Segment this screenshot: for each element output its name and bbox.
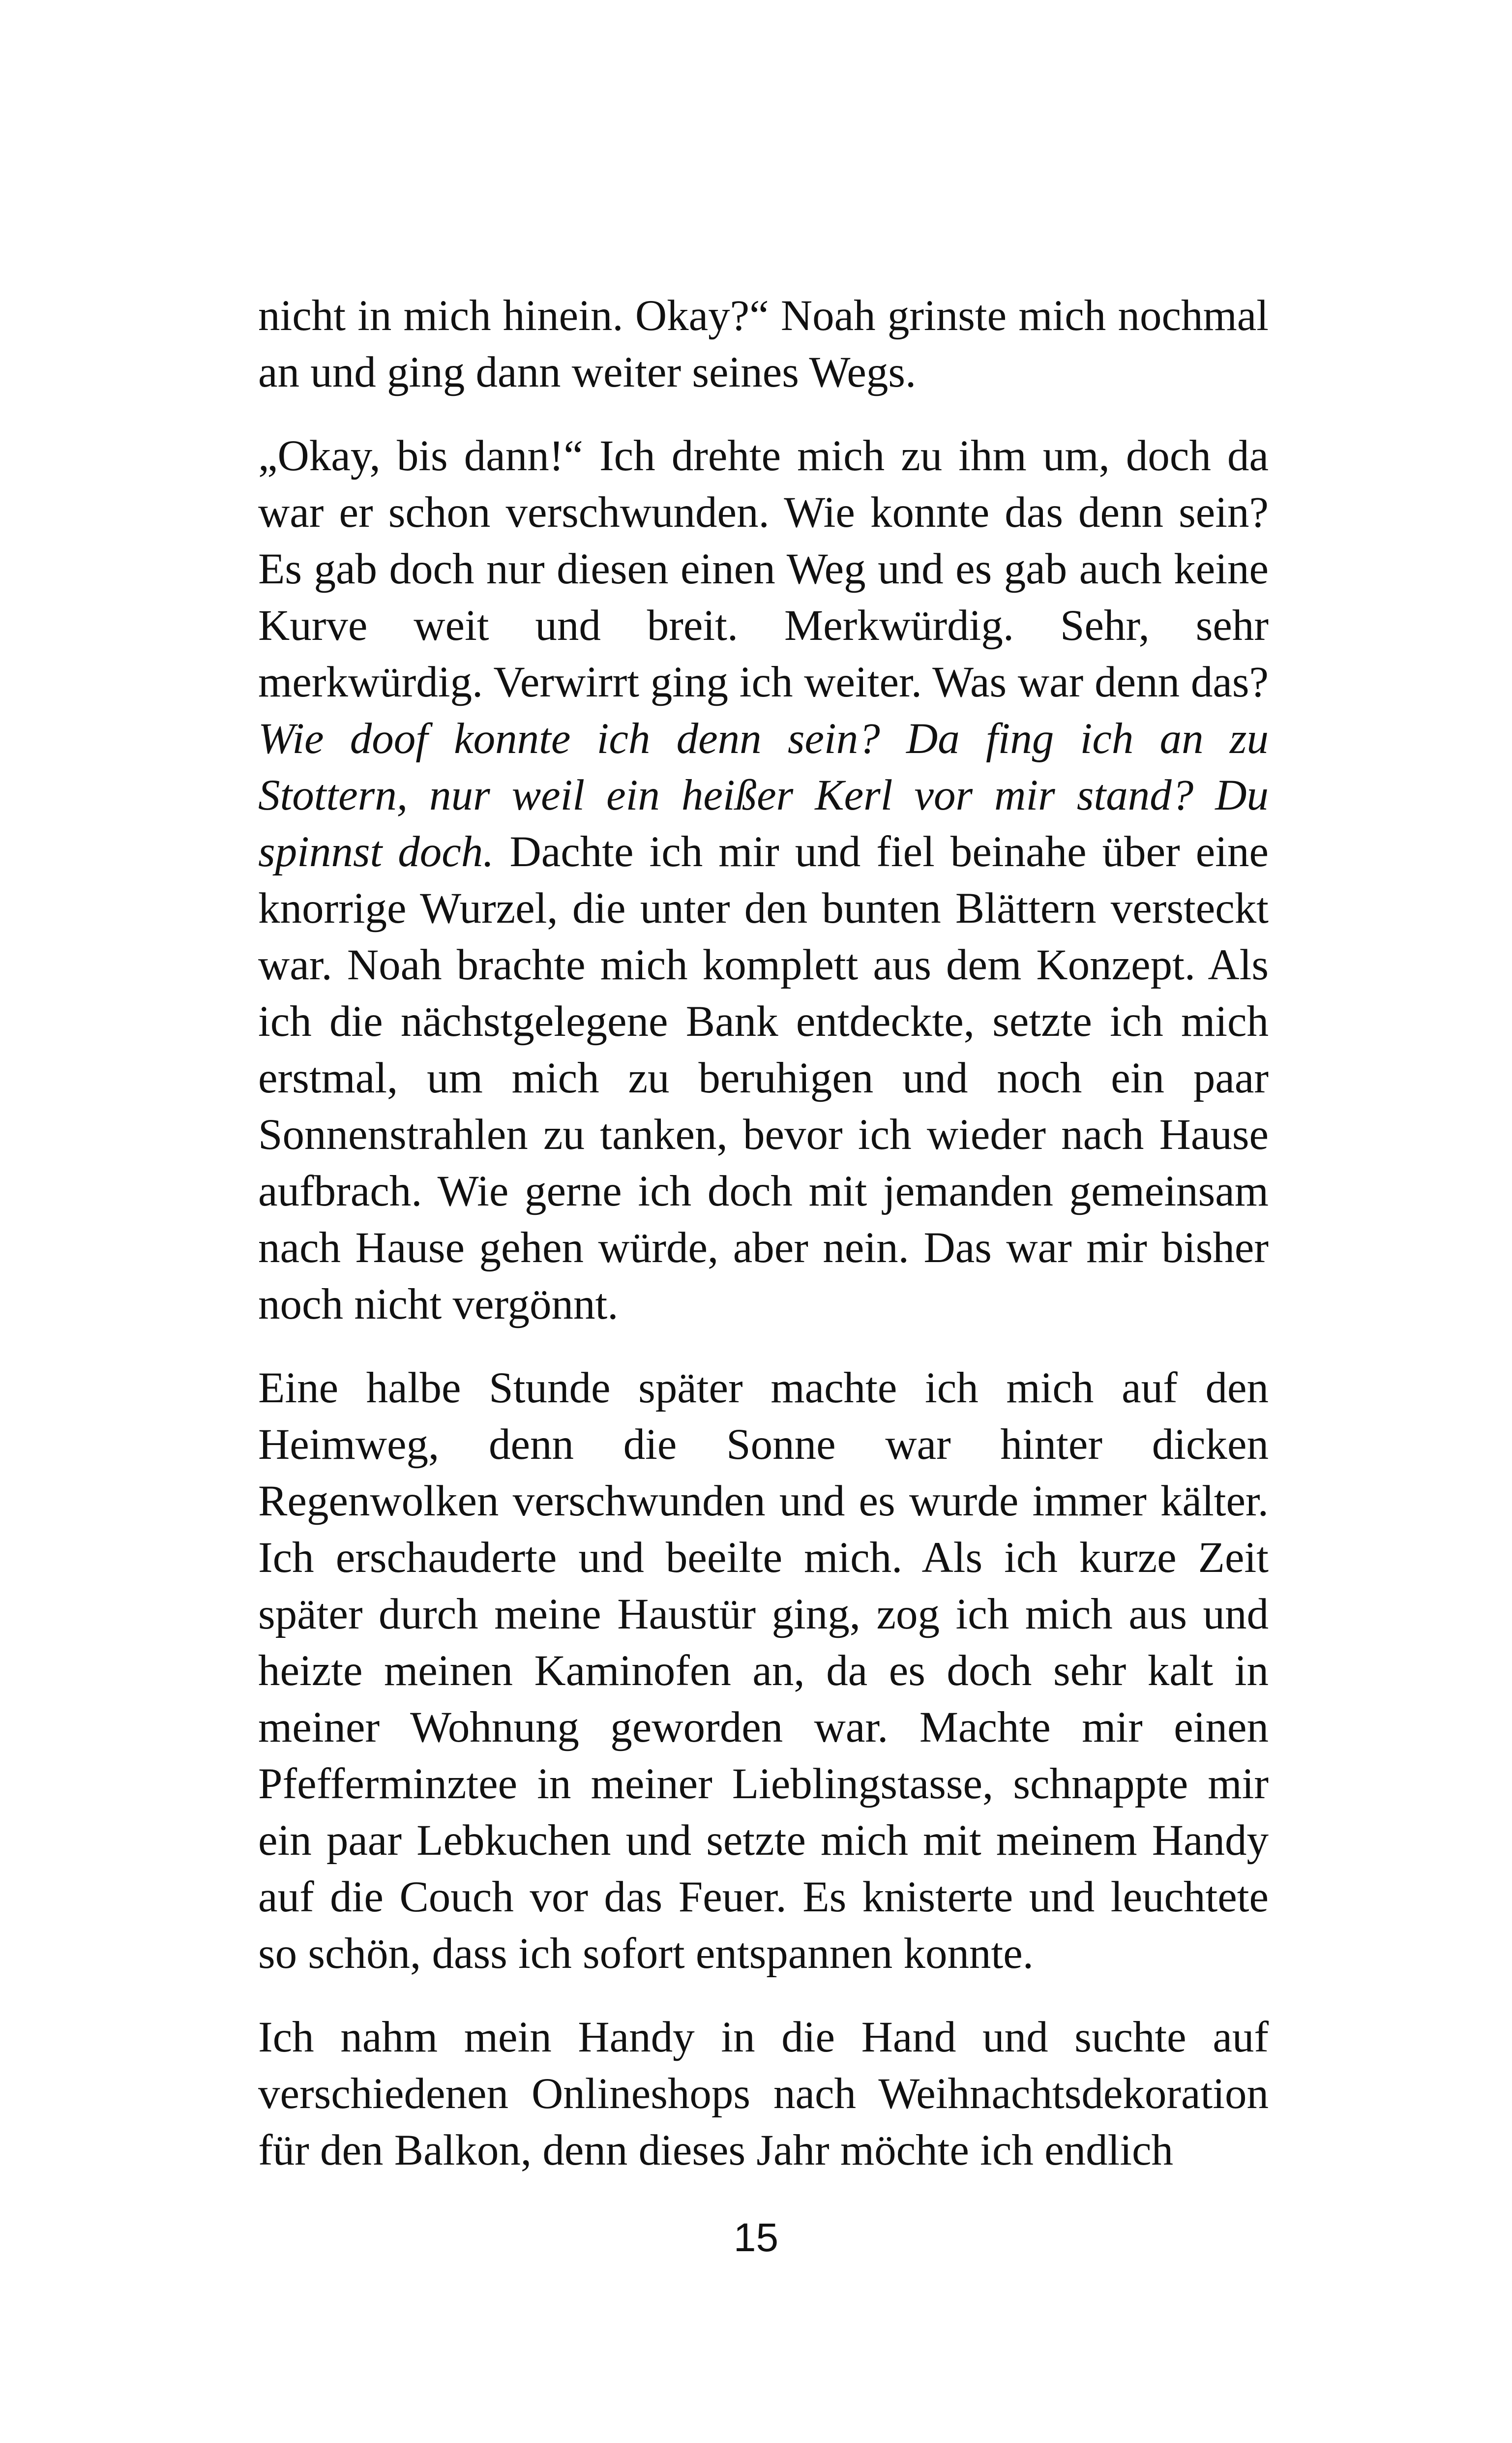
body-text <box>258 288 1269 2179</box>
italic-text-run: Wie doof konnte ich denn sein? Da fing ich an zu Stottern, nur weil ein heißer Kerl vor mir stand? Du spinnst doch. <box>258 715 1269 876</box>
paragraph <box>258 1360 1269 1982</box>
text-run: Eine halbe Stunde später machte ich mich auf den Heimweg, denn die Sonne war hinter dicken Regenwolken verschwunden und es wurde immer kälter. Ich erschauderte und beeilte mich. Als ich kurze Zeit später durch meine Haustür ging, zog ich mich aus und heizte meinen Kaminofen an, da es doch sehr kalt in meiner Wohnung geworden war. Machte mir einen Pfefferminztee in meiner Lieblingstasse, schnappte mir ein paar Lebkuchen und setzte mich mit meinem Handy auf die Couch vor das Feuer. Es knisterte und leuchtete so schön, dass ich sofort entspannen konnte. <box>258 1364 1269 1978</box>
text-run: Ich nahm mein Handy in die Hand und suchte auf verschiedenen Onlineshops nach Weihnachtsdekoration für den Balkon, denn dieses Jahr möchte ich endlich <box>258 2013 1269 2174</box>
text-run: nicht in mich hinein. Okay?“ Noah grinste mich nochmal an und ging dann weiter seines Wegs. <box>258 292 1269 396</box>
text-run: „Okay, bis dann!“ Ich drehte mich zu ihm um, doch da war er schon verschwunden. Wie konnte das denn sein? Es gab doch nur diesen einen Weg und es gab auch keine Kurve weit und breit. Merkwürdig. Sehr, sehr merkwürdig. Verwirrt ging ich weiter. Was war denn das? <box>258 432 1269 706</box>
page-number: 15 <box>733 2215 779 2260</box>
paragraph <box>258 428 1269 1333</box>
paragraph <box>258 288 1269 401</box>
paragraph <box>258 2009 1269 2179</box>
text-run: Dachte ich mir und fiel beinahe über eine knorrige Wurzel, die unter den bunten Blättern versteckt war. Noah brachte mich komplett aus dem Konzept. Als ich die nächstgelegene Bank entdeckte, setzte ich mich erstmal, um mich zu beruhigen und noch ein paar Sonnenstrahlen zu tanken, bevor ich wieder nach Hause aufbrach. Wie gerne ich doch mit jemanden gemeinsam nach Hause gehen würde, aber nein. Das war mir bisher noch nicht vergönnt. <box>258 828 1269 1328</box>
